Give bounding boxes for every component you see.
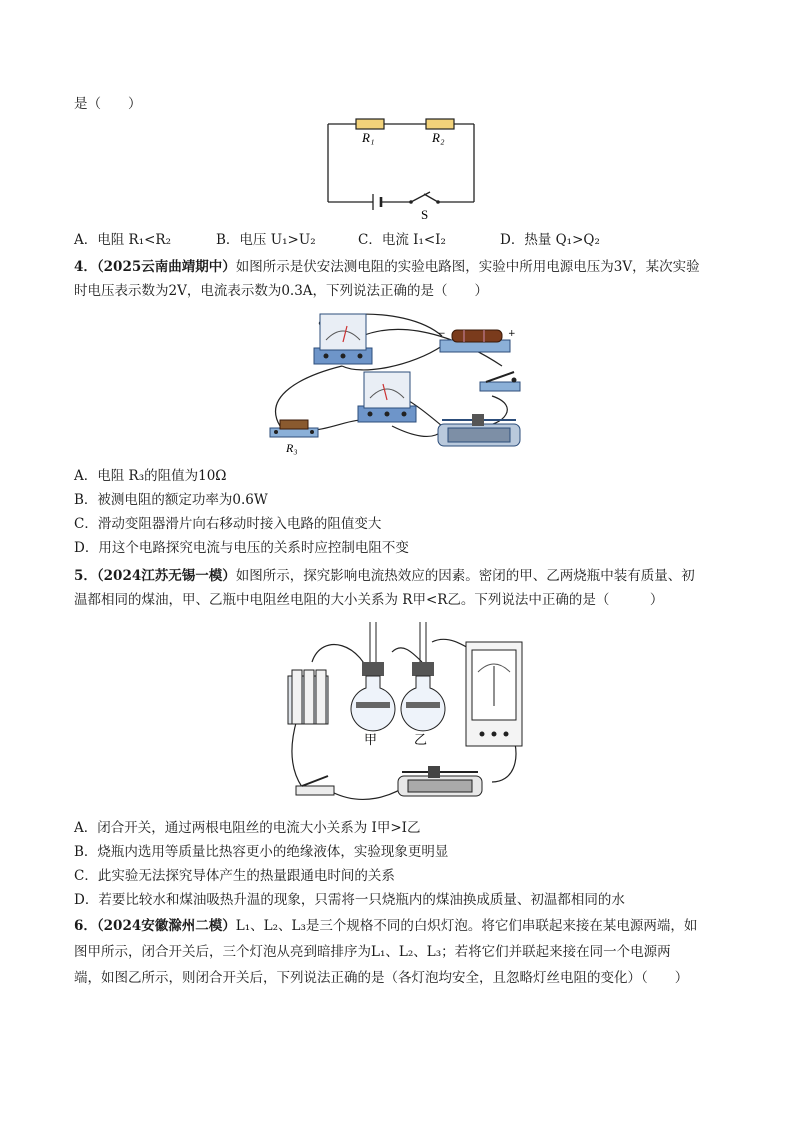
q5-number: 5． <box>74 568 97 584</box>
q3-option-c: C．电流 I₁<I₂ <box>358 232 446 248</box>
q4-option-a: A．电阻 R₃的阻值为10Ω <box>74 468 227 484</box>
q3-circuit-figure <box>318 112 488 222</box>
battery-minus-label: − <box>438 329 446 339</box>
q3-option-b: B．电压 U₁>U₂ <box>216 232 316 248</box>
q4-stem-line1 <box>74 257 700 277</box>
q5-option-c: C．此实验无法探究导体产生的热量跟通电时间的关系 <box>74 868 395 884</box>
q6-source: （2024安徽滁州二模） <box>96 918 236 934</box>
label-jia: 甲 <box>364 732 378 747</box>
q6-stem-line2: 图甲所示，闭合开关后，三个灯泡从亮到暗排序为L₁、L₂、L₃；若将它们并联起来接在同一个电源两 <box>74 944 671 960</box>
battery-plus-label: + <box>508 329 516 339</box>
flask-jia <box>351 622 395 731</box>
q4-option-d: D．用这个电路探究电流与电压的关系时应控制电阻不变 <box>74 540 409 556</box>
q4-source: （2025云南曲靖期中） <box>96 259 236 275</box>
q5-stem-line1 <box>74 566 695 586</box>
q5-option-a: A．闭合开关，通过两根电阻丝的电流大小关系为 I甲>I乙 <box>74 820 421 836</box>
resistor-r1 <box>356 119 384 129</box>
battery-box <box>438 329 516 352</box>
q5-stem-line2: 温都相同的煤油，甲、乙瓶中电阻丝电阻的大小关系为 R甲<R乙。下列说法中正确的是（ ） <box>74 592 664 608</box>
label-r2: R₂ <box>432 130 445 145</box>
q3-stem-tail: 是（ ） <box>74 96 142 112</box>
demo-ammeter <box>466 642 522 746</box>
voltmeter <box>358 372 416 422</box>
q5-rheostat <box>398 766 482 796</box>
q3-options <box>74 230 600 250</box>
q4-text1: 如图所示是伏安法测电阻的实验电路图，实验中所用电源电压为3V，某次实验 <box>235 259 700 275</box>
q5-switch <box>296 776 334 795</box>
resistor-r2 <box>426 119 454 129</box>
q3-option-d: D．热量 Q₁>Q₂ <box>500 232 600 248</box>
q4-circuit-figure <box>262 306 527 458</box>
battery-pack <box>288 670 328 724</box>
label-r3: R₃ <box>286 441 298 455</box>
label-r1: R₁ <box>362 130 375 145</box>
rheostat <box>438 414 520 446</box>
q5-option-d: D．若要比较水和煤油吸热升温的现象，只需将一只烧瓶内的煤油换成质量、初温都相同的水 <box>74 892 625 908</box>
ammeter <box>314 314 372 364</box>
q4-number: 4． <box>74 259 97 275</box>
switch <box>480 372 520 391</box>
q3-option-a: A．电阻 R₁<R₂ <box>74 232 172 248</box>
q5-option-b: B．烧瓶内选用等质量比热容更小的绝缘液体，实验现象更明显 <box>74 844 449 860</box>
q4-option-b: B．被测电阻的额定功率为0.6W <box>74 492 268 508</box>
q6-stem-line1 <box>74 916 697 936</box>
q5-source: （2024江苏无锡一模） <box>96 568 236 584</box>
flask-yi <box>401 622 445 731</box>
q5-text1: 如图所示，探究影响电流热效应的因素。密闭的甲、乙两烧瓶中装有质量、初 <box>235 568 695 584</box>
label-yi: 乙 <box>414 732 428 747</box>
q6-stem-line3: 端，如图乙所示，则闭合开关后，下列说法正确的是（各灯泡均安全，且忽略灯丝电阻的变化）（ ） <box>74 970 689 986</box>
q6-number: 6． <box>74 918 97 934</box>
q5-experiment-figure <box>282 622 540 810</box>
resistor-r3 <box>270 420 318 437</box>
label-s: S <box>421 207 429 222</box>
q4-option-c: C．滑动变阻器滑片向右移动时接入电路的阻值变大 <box>74 516 382 532</box>
q4-stem-line2: 时电压表示数为2V，电流表示数为0.3A，下列说法正确的是（ ） <box>74 283 489 299</box>
q6-text1: L₁、L₂、L₃是三个规格不同的白炽灯泡。将它们串联起来接在某电源两端，如 <box>235 918 698 934</box>
